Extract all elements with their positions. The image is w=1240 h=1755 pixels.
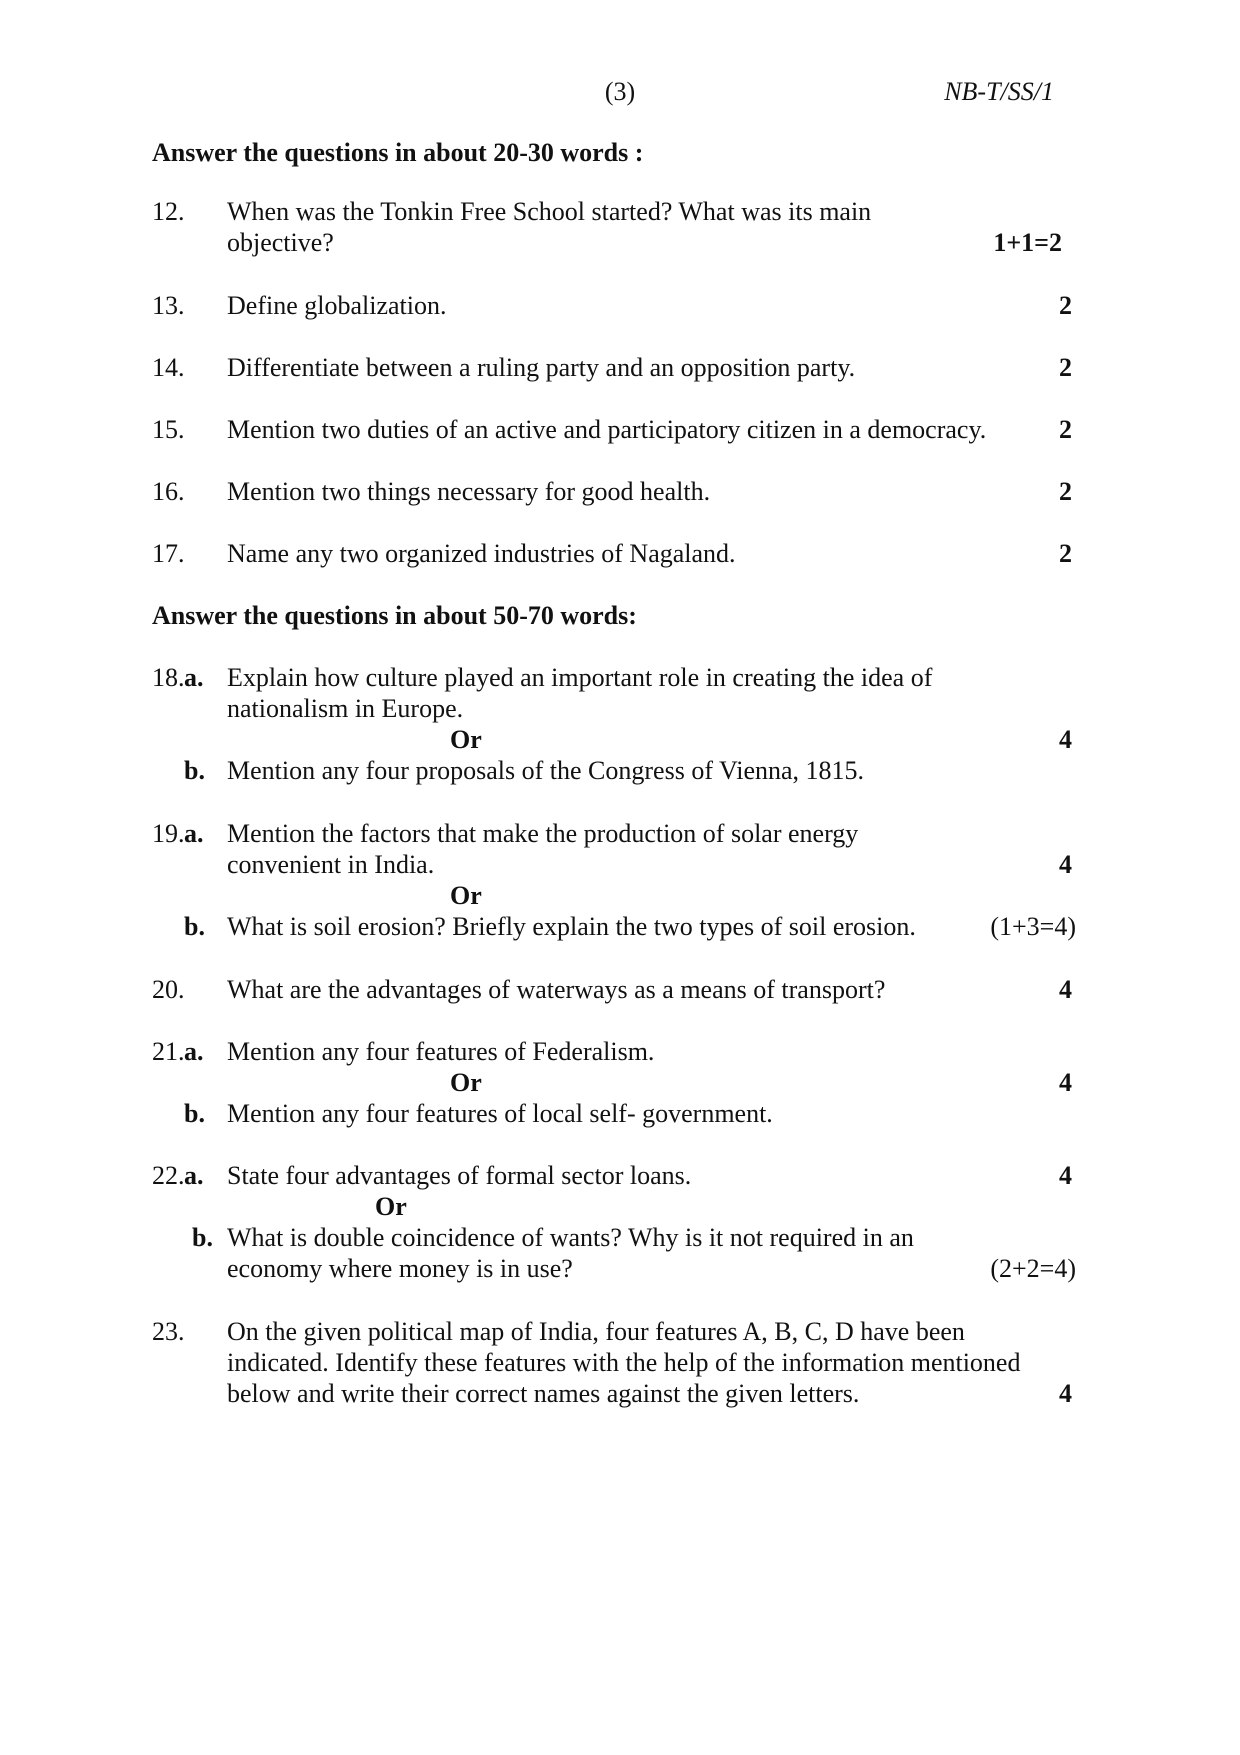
option-b-text: Mention any four features of local self- government.	[227, 1099, 773, 1128]
question-number: 17.	[152, 539, 185, 568]
option-label: a.	[184, 1161, 204, 1190]
page-number: (3)	[604, 77, 636, 106]
question-13	[152, 290, 1072, 321]
paper-code: NB-T/SS/1	[944, 77, 1054, 106]
question-marks: 2	[1059, 539, 1072, 568]
option-label: b.	[184, 1099, 205, 1128]
section-heading-long: Answer the questions in about 50-70 words:	[152, 601, 637, 630]
option-a-text: Mention any four features of Federalism.	[227, 1037, 655, 1066]
question-marks: 2	[1059, 353, 1072, 382]
question-14	[152, 352, 1072, 383]
question-text-line: below and write their correct names against the given letters.	[227, 1379, 860, 1408]
question-marks: 4	[1059, 1161, 1072, 1190]
question-text: What are the advantages of waterways as a means of transport?	[227, 975, 886, 1004]
option-b-text: What is soil erosion? Briefly explain the two types of soil erosion.	[227, 912, 916, 941]
question-number: 23.	[152, 1317, 185, 1346]
question-marks: 4	[1059, 1379, 1072, 1408]
question-18	[152, 662, 1072, 786]
question-12	[152, 196, 1072, 258]
option-b-text-line: What is double coincidence of wants? Why is it not required in an	[227, 1223, 914, 1252]
question-text: Differentiate between a ruling party and an opposition party.	[227, 353, 856, 382]
question-19	[152, 818, 1076, 942]
question-marks: 4	[1059, 725, 1072, 754]
question-text-line: On the given political map of India, four features A, B, C, D have been	[227, 1317, 965, 1346]
option-a-text-line: Mention the factors that make the production of solar energy	[227, 819, 859, 848]
question-text: Name any two organized industries of Nagaland.	[227, 539, 736, 568]
question-text: Define globalization.	[227, 291, 447, 320]
option-label: a.	[184, 1037, 204, 1066]
option-label: a.	[184, 819, 204, 848]
question-21	[152, 1036, 1072, 1129]
section-heading-short: Answer the questions in about 20-30 words :	[152, 138, 644, 167]
or-separator: Or	[375, 1192, 407, 1221]
question-text-line: objective?	[227, 228, 334, 257]
question-text-line: When was the Tonkin Free School started? What was its main	[227, 197, 872, 226]
question-number: 18.	[152, 663, 185, 692]
question-15	[152, 414, 1072, 445]
question-number: 22.	[152, 1161, 185, 1190]
or-separator: Or	[450, 725, 482, 754]
question-17	[152, 538, 1072, 569]
or-separator: Or	[450, 1068, 482, 1097]
question-text: Mention two duties of an active and participatory citizen in a democracy.	[227, 415, 987, 444]
option-b-marks: (2+2=4)	[990, 1254, 1076, 1283]
option-label: a.	[184, 663, 204, 692]
option-label: b.	[184, 912, 205, 941]
question-number: 15.	[152, 415, 185, 444]
option-label: b.	[184, 756, 205, 785]
question-20	[152, 974, 1072, 1005]
question-marks: 4	[1059, 850, 1072, 879]
question-number: 14.	[152, 353, 185, 382]
question-number: 20.	[152, 975, 185, 1004]
option-a-text-line: nationalism in Europe.	[227, 694, 464, 723]
question-marks: 4	[1059, 1068, 1072, 1097]
question-text: Mention two things necessary for good health.	[227, 477, 711, 506]
option-b-text: Mention any four proposals of the Congress of Vienna, 1815.	[227, 756, 865, 785]
question-marks: 4	[1059, 975, 1072, 1004]
question-16	[152, 476, 1072, 507]
question-number: 16.	[152, 477, 185, 506]
option-b-marks: (1+3=4)	[990, 912, 1076, 941]
question-marks: 2	[1059, 291, 1072, 320]
or-separator: Or	[450, 881, 482, 910]
question-number: 13.	[152, 291, 185, 320]
option-a-text-line: Explain how culture played an important role in creating the idea of	[227, 663, 933, 692]
question-marks: 1+1=2	[993, 228, 1062, 257]
option-b-text-line: economy where money is in use?	[227, 1254, 573, 1283]
question-22	[152, 1160, 1076, 1284]
option-label: b.	[192, 1223, 213, 1252]
option-a-text: State four advantages of formal sector loans.	[227, 1161, 692, 1190]
question-number: 12.	[152, 197, 185, 226]
question-text-line: indicated. Identify these features with the help of the information mentioned	[227, 1348, 1021, 1377]
question-number: 21.	[152, 1037, 185, 1066]
question-number: 19.	[152, 819, 185, 848]
option-a-text-line: convenient in India.	[227, 850, 435, 879]
question-marks: 2	[1059, 415, 1072, 444]
question-marks: 2	[1059, 477, 1072, 506]
question-23	[152, 1316, 1072, 1409]
